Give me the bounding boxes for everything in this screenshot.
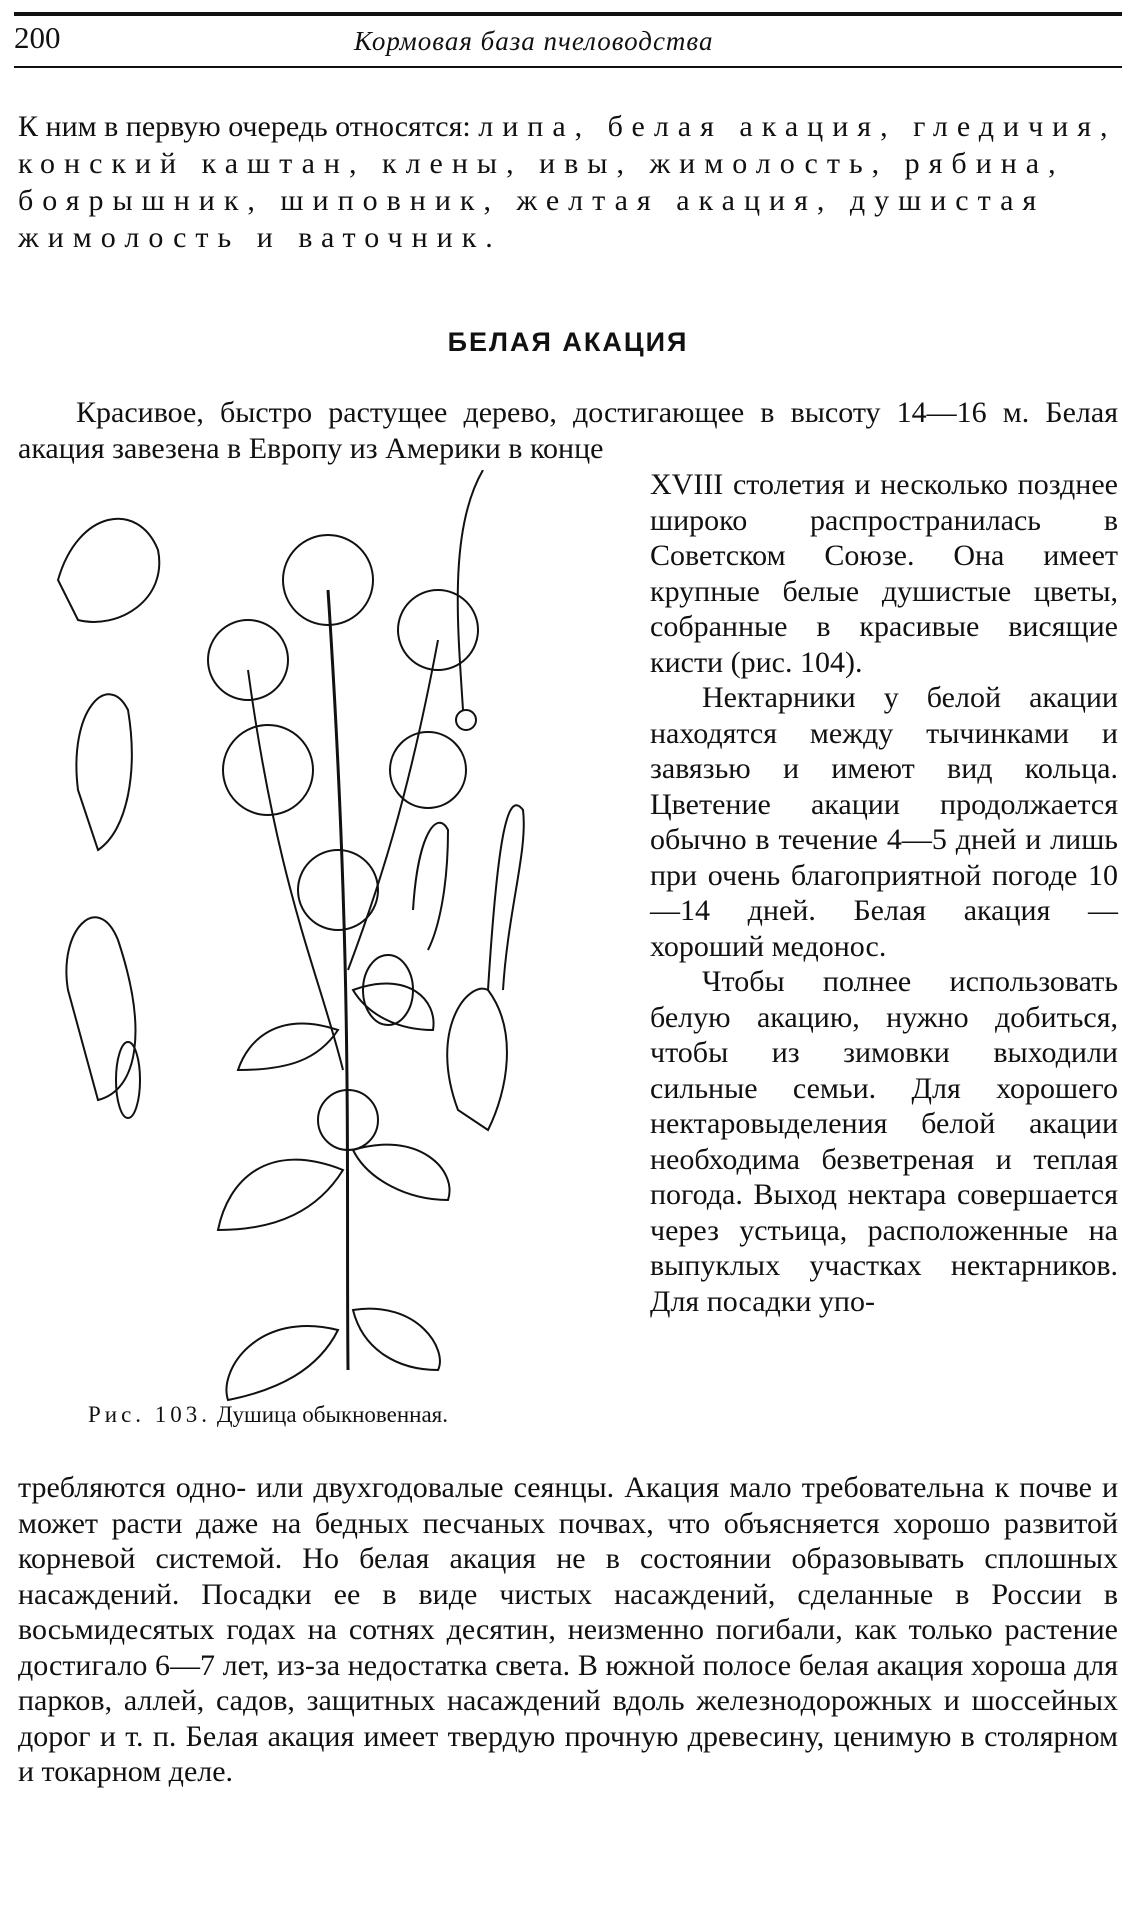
leaf xyxy=(226,1326,338,1400)
seed-detail xyxy=(116,1042,140,1118)
paragraph-continuation: требляются одно- или двухгодовалые сеянцы. Акация мало требовательна к почве и может расти даже на бедных песчаных почвах, что объясняется хорошо развитой корневой системой. Но белая акация не в состоянии образовывать сплошных насаждений. Посадки ее в виде чистых насаждений, сделанные в России в восьмидесятых годах на сотнях десятин, неизменно погибали, как только растение достигало 6—7 лет, из-за недостатка света. В южной полосе белая акация хороша для парков, аллей, садов, защитных насаждений вдоль железнодорожных и шоссейных дорог и т. п. Белая акация имеет твердую прочную древесину, ценимую в столярном и токарном деле. xyxy=(18,1471,1118,1788)
flower-detail xyxy=(76,694,131,850)
stamen-tip xyxy=(456,710,476,730)
page-number: 200 xyxy=(14,20,61,55)
leaf xyxy=(353,1309,440,1370)
stamen-detail xyxy=(413,823,448,950)
column-paragraph-1: XVIII столетия и несколько позднее широко распространилась в Советском Союзе. Она имеет крупные белые душистые цветы, собранные в красивые висящие кисти (рис. 104). xyxy=(650,468,1118,679)
page-header xyxy=(14,12,1122,68)
leaf xyxy=(238,1024,338,1070)
flower-detail xyxy=(66,917,135,1100)
calyx-detail xyxy=(447,989,507,1130)
branch-left xyxy=(248,670,343,1070)
flower-cluster xyxy=(298,850,378,930)
column-paragraph-2: Нектарники у белой акации находятся между тычинками и завязью и имеют вид кольца. Цветение акации продолжается обычно в течение 4—5 дней и лишь при очень благоприятной погоде 10—14 дней. Белая акация — хороший медонос. xyxy=(650,681,1118,963)
seed xyxy=(363,955,413,1025)
figure-caption xyxy=(88,1402,448,1428)
branch-right xyxy=(348,640,438,970)
caption-text: Душица обыкновенная. xyxy=(216,1402,449,1427)
flower-detail xyxy=(58,519,159,622)
flower-cluster xyxy=(208,620,288,700)
intro-paragraph xyxy=(18,108,1118,256)
flower-cluster xyxy=(398,590,478,670)
intro-lead: К ним в первую очередь относятся: xyxy=(18,110,479,143)
flower-cluster xyxy=(390,732,466,808)
stamen-detail xyxy=(488,805,524,990)
section-title: БЕЛАЯ АКАЦИЯ xyxy=(447,327,689,357)
intro-plant-list: липа, белая акация, гледичия, конский каштан, клены, ивы, жимолость, рябина, боярышник, шиповник, желтая акация, душистая жимолость и ваточник. xyxy=(18,110,1117,254)
column-paragraph-3: Чтобы полнее использовать белую акацию, нужно добиться, чтобы из зимовки выходили сильные семьи. Для хорошего нектаровыделения белой акации необходима безветреная и теплая погода. Выход нектара совершается через устьица, расположенные на выпуклых участках нектарников. Для посадки упо- xyxy=(650,965,1118,1318)
figure-oregano xyxy=(18,470,633,1410)
stem xyxy=(328,590,348,1370)
paragraph-opening xyxy=(18,395,1118,467)
leaf xyxy=(353,1145,450,1200)
text-column xyxy=(650,467,1118,1319)
paragraph-opening-text: Красивое, быстро растущее дерево, достигающее в высоту 14—16 м. Белая акация завезена в Европу из Америки в конце xyxy=(18,396,1118,465)
flower-cluster xyxy=(223,725,313,815)
caption-label: Рис. 103. xyxy=(88,1402,212,1427)
oregano-illustration xyxy=(18,470,633,1410)
leaf xyxy=(218,1160,343,1230)
stamen-detail xyxy=(458,470,483,710)
running-title: Кормовая база пчеловодства xyxy=(354,26,714,56)
